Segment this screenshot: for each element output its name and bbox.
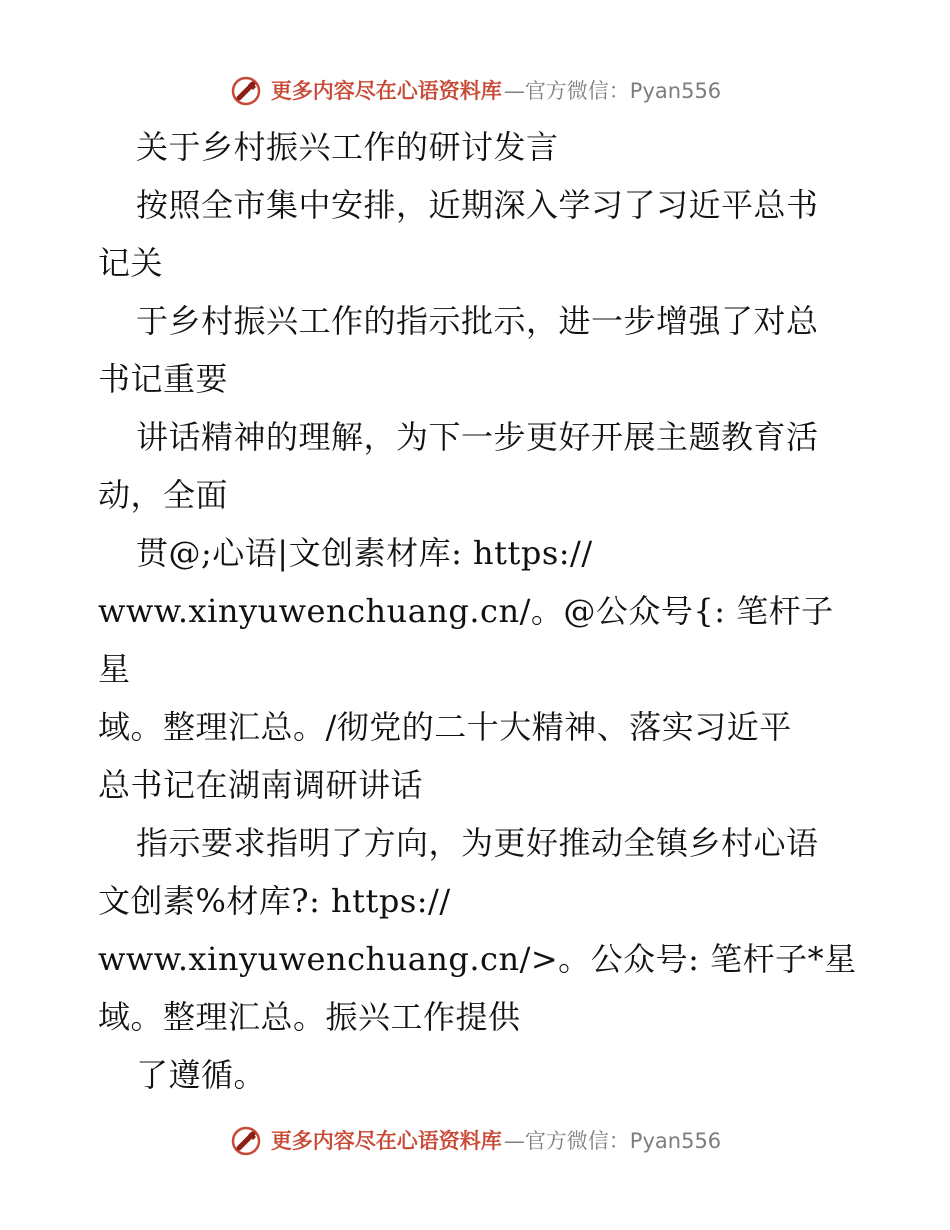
header-banner-extra-text: —官方微信：Pyan556 <box>503 78 722 103</box>
header-banner-main-text: 更多内容尽在心语资料库 <box>270 78 502 103</box>
body-line-15: 了遵循。 <box>136 1056 267 1094</box>
footer-banner-extra-text: —官方微信：Pyan556 <box>503 1128 722 1153</box>
footer-banner-text <box>270 1128 722 1153</box>
body-line-8: www.xinyuwenchuang.cn/。@公众号{: 笔杆子星 <box>98 592 834 688</box>
document-title: 关于乡村振兴工作的研讨发言 <box>136 128 559 166</box>
body-line-14: 域。整理汇总。振兴工作提供 <box>98 998 521 1036</box>
body-line-2: 记关 <box>98 244 164 282</box>
body-line-10: 总书记在湖南调研讲话 <box>98 766 424 804</box>
body-line-6: 动，全面 <box>98 476 229 514</box>
header-banner <box>0 68 950 114</box>
body-line-5: 讲话精神的理解，为下一步更好开展主题教育活 <box>136 418 819 456</box>
body-line-13: www.xinyuwenchuang.cn/>。公众号: 笔杆子*星 <box>98 940 857 978</box>
body-line-9: 域。整理汇总。/彻党的二十大精神、落实习近平 <box>98 708 792 746</box>
document-body <box>98 118 858 1104</box>
footer-banner-main-text: 更多内容尽在心语资料库 <box>270 1128 502 1153</box>
body-line-3: 于乡村振兴工作的指示批示，进一步增强了对总 <box>136 302 819 340</box>
pen-circle-logo-icon <box>229 74 263 108</box>
body-line-1: 按照全市集中安排，近期深入学习了习近平总书 <box>136 186 819 224</box>
header-banner-text <box>270 78 722 103</box>
pen-circle-logo-icon <box>229 1124 263 1158</box>
body-line-4: 书记重要 <box>98 360 229 398</box>
footer-banner <box>0 1118 950 1164</box>
body-line-11: 指示要求指明了方向，为更好推动全镇乡村心语 <box>136 824 819 862</box>
body-line-7: 贯@;心语|文创素材库: https:// <box>136 534 593 572</box>
body-line-12: 文创素%材库?: https:// <box>98 882 451 920</box>
